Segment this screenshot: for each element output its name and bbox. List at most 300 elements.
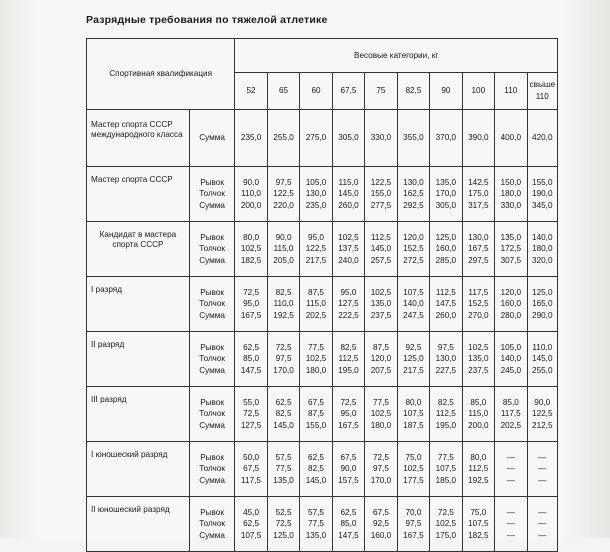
value: 207,5 bbox=[370, 365, 392, 375]
value-cell bbox=[300, 387, 332, 442]
table-row bbox=[87, 497, 558, 552]
lift-name: Рывок bbox=[200, 287, 224, 297]
value-cell bbox=[397, 167, 429, 222]
value-cell bbox=[365, 167, 397, 222]
value-cell bbox=[235, 277, 267, 332]
value: — bbox=[538, 530, 547, 540]
value: 115,0 bbox=[273, 244, 294, 254]
value: 260,0 bbox=[435, 310, 457, 320]
value: 75,0 bbox=[405, 452, 422, 462]
lift-name: Толчок bbox=[199, 244, 225, 254]
value: 117,5 bbox=[468, 287, 489, 297]
value: — bbox=[506, 464, 515, 474]
value: — bbox=[506, 507, 515, 517]
value: 167,5 bbox=[468, 244, 489, 254]
value: 80,0 bbox=[243, 232, 260, 242]
value: 182,5 bbox=[468, 530, 489, 540]
value: 87,5 bbox=[308, 287, 324, 297]
value: 90,0 bbox=[275, 232, 292, 242]
value: 105,0 bbox=[305, 177, 327, 187]
value: 307,5 bbox=[500, 255, 522, 265]
value: 117,5 bbox=[500, 409, 521, 419]
table-row bbox=[87, 277, 558, 332]
value-cell bbox=[332, 442, 364, 497]
table-row bbox=[87, 387, 558, 442]
table-row bbox=[87, 110, 558, 167]
value: 62,5 bbox=[243, 342, 260, 352]
value: 172,5 bbox=[500, 244, 522, 254]
value-cell bbox=[397, 110, 429, 167]
value: 152,5 bbox=[403, 244, 424, 254]
value-cell bbox=[267, 332, 299, 387]
table-row bbox=[87, 332, 558, 387]
value: 155,0 bbox=[532, 177, 553, 187]
value: 145,0 bbox=[273, 420, 294, 430]
value-cell bbox=[527, 222, 557, 277]
value: 285,0 bbox=[435, 255, 457, 265]
value: 275,0 bbox=[305, 133, 327, 143]
value: 187,5 bbox=[403, 420, 424, 430]
value: 260,0 bbox=[338, 200, 359, 210]
value-cell bbox=[332, 110, 364, 167]
value: 212,5 bbox=[532, 420, 553, 430]
value-cell bbox=[267, 110, 299, 167]
header-weight-categories: Весовые категории, кг bbox=[235, 39, 558, 73]
value: 170,0 bbox=[273, 365, 294, 375]
value: 170,0 bbox=[435, 189, 457, 199]
lift-names-cell bbox=[189, 497, 234, 552]
value-cell bbox=[365, 387, 397, 442]
value: 82,5 bbox=[275, 409, 292, 419]
value: 270,0 bbox=[468, 310, 489, 320]
value-cell bbox=[332, 277, 364, 332]
value: 127,5 bbox=[338, 299, 359, 309]
table-row bbox=[87, 167, 558, 222]
value: 220,0 bbox=[273, 200, 294, 210]
value: 85,0 bbox=[340, 519, 357, 529]
value-cell bbox=[430, 442, 462, 497]
value: 67,5 bbox=[340, 452, 357, 462]
value: 135,0 bbox=[468, 354, 489, 364]
value-cell bbox=[527, 442, 557, 497]
value-cell bbox=[527, 497, 557, 552]
value: 167,5 bbox=[403, 530, 424, 540]
value: 290,0 bbox=[532, 310, 553, 320]
value: 72,5 bbox=[243, 287, 260, 297]
value-cell bbox=[300, 222, 332, 277]
value-cell bbox=[235, 387, 267, 442]
value: 102,5 bbox=[468, 342, 489, 352]
value: 77,5 bbox=[372, 397, 389, 407]
value-cell bbox=[235, 332, 267, 387]
value: 102,5 bbox=[370, 287, 392, 297]
value: 370,0 bbox=[435, 133, 457, 143]
value-cell bbox=[430, 497, 462, 552]
value: 227,5 bbox=[435, 365, 457, 375]
value: 112,5 bbox=[338, 354, 359, 364]
lift-name: Рывок bbox=[200, 507, 224, 517]
value: 57,5 bbox=[275, 452, 292, 462]
value-cell bbox=[332, 387, 364, 442]
value-cell bbox=[430, 222, 462, 277]
header-weight-6: 90 bbox=[430, 72, 462, 109]
value: 107,5 bbox=[403, 287, 424, 297]
value: 92,5 bbox=[405, 342, 422, 352]
value-cell bbox=[430, 332, 462, 387]
value-cell bbox=[462, 332, 494, 387]
qualification-cell: II юношеский разряд bbox=[87, 497, 190, 552]
value-cell bbox=[527, 167, 557, 222]
lift-name: Толчок bbox=[199, 519, 225, 529]
value-cell bbox=[495, 167, 527, 222]
value: — bbox=[506, 475, 515, 485]
value: 82,5 bbox=[308, 464, 324, 474]
value: 237,5 bbox=[370, 310, 392, 320]
value-cell bbox=[527, 387, 557, 442]
value-cell bbox=[365, 332, 397, 387]
value: 245,0 bbox=[500, 365, 522, 375]
value: 57,5 bbox=[308, 507, 324, 517]
header-weight-0: 52 bbox=[235, 72, 267, 109]
value: 135,0 bbox=[273, 475, 294, 485]
value: 82,5 bbox=[275, 287, 292, 297]
value-cell bbox=[527, 277, 557, 332]
value-cell bbox=[462, 167, 494, 222]
header-qualification bbox=[87, 39, 235, 110]
value: 157,5 bbox=[338, 475, 359, 485]
value: 97,5 bbox=[275, 354, 292, 364]
lift-name: Рывок bbox=[200, 232, 224, 242]
value: 200,0 bbox=[468, 420, 489, 430]
value: 182,5 bbox=[240, 255, 262, 265]
qualification-cell: I разряд bbox=[87, 277, 190, 332]
value: — bbox=[538, 507, 547, 517]
value-cell bbox=[462, 497, 494, 552]
value: 112,5 bbox=[468, 464, 489, 474]
value-cell bbox=[430, 167, 462, 222]
value: 185,0 bbox=[435, 475, 457, 485]
value-cell bbox=[397, 332, 429, 387]
value-cell bbox=[397, 387, 429, 442]
value: 87,5 bbox=[372, 342, 389, 352]
lift-name: Сумма bbox=[199, 530, 225, 540]
qualification-cell: III разряд bbox=[87, 387, 190, 442]
requirements-table bbox=[86, 38, 558, 552]
value: 142,5 bbox=[468, 177, 489, 187]
lift-name: Рывок bbox=[200, 342, 224, 352]
value-cell bbox=[332, 332, 364, 387]
value: 72,5 bbox=[340, 397, 357, 407]
value-cell bbox=[300, 497, 332, 552]
lift-name: Сумма bbox=[199, 365, 225, 375]
value: 62,5 bbox=[243, 519, 260, 529]
header-weight-5: 82,5 bbox=[397, 72, 429, 109]
value: 150,0 bbox=[500, 177, 522, 187]
value: 175,0 bbox=[435, 530, 457, 540]
value: 97,5 bbox=[372, 464, 389, 474]
value-cell bbox=[397, 277, 429, 332]
value-cell bbox=[267, 277, 299, 332]
qualification-cell: Мастер спорта СССР международного класса bbox=[87, 110, 190, 167]
value-cell bbox=[365, 110, 397, 167]
value: 135,0 bbox=[370, 299, 392, 309]
value: 80,0 bbox=[405, 397, 422, 407]
value-cell bbox=[300, 110, 332, 167]
value: 152,5 bbox=[468, 299, 489, 309]
value-cell bbox=[495, 387, 527, 442]
value: 72,5 bbox=[275, 519, 292, 529]
value-cell bbox=[332, 222, 364, 277]
value: 102,5 bbox=[403, 464, 424, 474]
value: 110,0 bbox=[532, 342, 553, 352]
lift-names-cell bbox=[189, 277, 234, 332]
table-row bbox=[87, 222, 558, 277]
value: 130,0 bbox=[403, 177, 424, 187]
header-weight-4: 75 bbox=[365, 72, 397, 109]
value: 330,0 bbox=[500, 200, 522, 210]
value: 102,5 bbox=[370, 409, 392, 419]
lift-name: Сумма bbox=[199, 133, 225, 143]
value: 90,0 bbox=[243, 177, 260, 187]
value: 97,5 bbox=[275, 177, 292, 187]
value: 125,0 bbox=[435, 232, 457, 242]
value: 85,0 bbox=[470, 397, 487, 407]
value: 140,0 bbox=[403, 299, 424, 309]
value: 95,0 bbox=[340, 287, 357, 297]
lift-name: Сумма bbox=[199, 255, 225, 265]
value-cell bbox=[495, 222, 527, 277]
value-cell bbox=[397, 497, 429, 552]
value-cell bbox=[495, 442, 527, 497]
value-cell bbox=[267, 387, 299, 442]
value: 117,5 bbox=[241, 475, 261, 485]
value: 235,0 bbox=[305, 200, 327, 210]
value: 145,0 bbox=[370, 244, 392, 254]
value-cell bbox=[462, 277, 494, 332]
lift-names-cell bbox=[189, 332, 234, 387]
value: 205,0 bbox=[273, 255, 294, 265]
header-weight-3: 67,5 bbox=[332, 72, 364, 109]
value: 112,5 bbox=[370, 232, 391, 242]
value: 102,5 bbox=[240, 244, 262, 254]
value: 90,0 bbox=[534, 397, 551, 407]
value: 125,0 bbox=[273, 530, 294, 540]
value: 165,0 bbox=[532, 299, 553, 309]
value-cell bbox=[235, 497, 267, 552]
lift-name: Толчок bbox=[199, 409, 225, 419]
value: 145,0 bbox=[338, 189, 359, 199]
value: 50,0 bbox=[243, 452, 260, 462]
value-cell bbox=[397, 222, 429, 277]
value: 137,5 bbox=[338, 244, 359, 254]
value: 202,5 bbox=[500, 420, 522, 430]
table-body bbox=[87, 110, 558, 552]
value: 155,0 bbox=[370, 189, 392, 199]
value: 160,0 bbox=[500, 299, 522, 309]
value: 130,0 bbox=[468, 232, 489, 242]
value-cell bbox=[332, 167, 364, 222]
value: 97,5 bbox=[405, 519, 422, 529]
value: 107,5 bbox=[435, 464, 457, 474]
value-cell bbox=[462, 110, 494, 167]
value: 217,5 bbox=[403, 365, 424, 375]
value: — bbox=[506, 530, 515, 540]
value: 277,5 bbox=[370, 200, 392, 210]
header-weight-7: 100 bbox=[462, 72, 494, 109]
value: 155,0 bbox=[305, 420, 327, 430]
value: 135,0 bbox=[435, 177, 457, 187]
value: — bbox=[538, 519, 547, 529]
value-cell bbox=[300, 167, 332, 222]
value: 75,0 bbox=[470, 507, 487, 517]
value: 67,5 bbox=[372, 507, 389, 517]
value: 400,0 bbox=[500, 133, 522, 143]
value: 77,5 bbox=[437, 452, 454, 462]
value-cell bbox=[365, 442, 397, 497]
value: 97,5 bbox=[437, 342, 454, 352]
value-cell bbox=[397, 442, 429, 497]
value: 87,5 bbox=[308, 409, 324, 419]
lift-name: Толчок bbox=[199, 299, 225, 309]
value: 72,5 bbox=[372, 452, 389, 462]
value: 67,5 bbox=[243, 464, 260, 474]
value: 192,5 bbox=[468, 475, 489, 485]
value: 122,5 bbox=[370, 177, 392, 187]
value: 77,5 bbox=[275, 464, 292, 474]
value-cell bbox=[430, 277, 462, 332]
value-cell bbox=[495, 497, 527, 552]
value: 72,5 bbox=[243, 409, 260, 419]
value: 107,5 bbox=[468, 519, 489, 529]
value: 140,0 bbox=[500, 354, 522, 364]
value: 95,0 bbox=[243, 299, 260, 309]
value-cell bbox=[527, 332, 557, 387]
value: 177,5 bbox=[403, 475, 424, 485]
value: — bbox=[506, 452, 515, 462]
value: 140,0 bbox=[532, 232, 553, 242]
value: 257,5 bbox=[370, 255, 392, 265]
value: 82,5 bbox=[340, 342, 357, 352]
value: 190,0 bbox=[532, 189, 553, 199]
value: 85,0 bbox=[243, 354, 260, 364]
header-weight-1: 65 bbox=[267, 72, 299, 109]
value: 202,5 bbox=[305, 310, 327, 320]
value-cell bbox=[235, 110, 267, 167]
value: 112,5 bbox=[435, 409, 456, 419]
value: 62,5 bbox=[340, 507, 357, 517]
lift-names-cell bbox=[189, 387, 234, 442]
value-cell bbox=[267, 222, 299, 277]
value: 420,0 bbox=[532, 133, 553, 143]
value-cell bbox=[300, 332, 332, 387]
value: 317,5 bbox=[468, 200, 489, 210]
value: 102,5 bbox=[435, 519, 457, 529]
value-cell bbox=[267, 442, 299, 497]
value: 195,0 bbox=[435, 420, 457, 430]
value: 390,0 bbox=[468, 133, 489, 143]
value: 345,0 bbox=[532, 200, 553, 210]
value: 107,5 bbox=[403, 409, 424, 419]
value-cell bbox=[267, 167, 299, 222]
header-qualification-label: Спортивная квалификация bbox=[109, 69, 213, 78]
value: 240,0 bbox=[338, 255, 359, 265]
value: 115,0 bbox=[338, 177, 359, 187]
value-cell bbox=[462, 387, 494, 442]
value: 112,5 bbox=[435, 287, 456, 297]
value: 125,0 bbox=[532, 287, 553, 297]
value: 167,5 bbox=[338, 420, 359, 430]
header-weight-2: 60 bbox=[300, 72, 332, 109]
value: 120,0 bbox=[403, 232, 424, 242]
value: 120,0 bbox=[500, 287, 522, 297]
value: 167,5 bbox=[240, 310, 262, 320]
lift-names-cell bbox=[189, 222, 234, 277]
lift-name: Сумма bbox=[199, 310, 225, 320]
value: 102,5 bbox=[305, 354, 327, 364]
value: 62,5 bbox=[308, 452, 324, 462]
value: 272,5 bbox=[403, 255, 424, 265]
value: 135,0 bbox=[500, 232, 522, 242]
value: 135,0 bbox=[305, 530, 327, 540]
value: 305,0 bbox=[435, 200, 457, 210]
value: 92,5 bbox=[372, 519, 389, 529]
value: 127,5 bbox=[240, 420, 262, 430]
value: 195,0 bbox=[338, 365, 359, 375]
value: 145,0 bbox=[305, 475, 327, 485]
value-cell bbox=[495, 110, 527, 167]
lift-name: Рывок bbox=[200, 452, 224, 462]
value-cell bbox=[365, 222, 397, 277]
value-cell bbox=[332, 497, 364, 552]
value: 330,0 bbox=[370, 133, 392, 143]
value: 72,5 bbox=[437, 507, 454, 517]
value: 292,5 bbox=[403, 200, 424, 210]
lift-name: Сумма bbox=[199, 475, 225, 485]
value: 95,0 bbox=[340, 409, 357, 419]
value: 147,5 bbox=[240, 365, 262, 375]
value: 67,5 bbox=[308, 397, 324, 407]
value: 217,5 bbox=[305, 255, 327, 265]
value: 160,0 bbox=[435, 244, 457, 254]
value: 110,0 bbox=[241, 189, 261, 199]
value: 105,0 bbox=[500, 342, 522, 352]
value: 125,0 bbox=[403, 354, 424, 364]
value: 102,5 bbox=[338, 232, 359, 242]
value: 122,5 bbox=[273, 189, 294, 199]
value: 122,5 bbox=[305, 244, 327, 254]
lift-names-cell bbox=[189, 167, 234, 222]
value: 280,0 bbox=[500, 310, 522, 320]
value: 222,5 bbox=[338, 310, 359, 320]
value: 162,5 bbox=[403, 189, 424, 199]
value: — bbox=[506, 519, 515, 529]
value-cell bbox=[235, 442, 267, 497]
value: 70,0 bbox=[405, 507, 422, 517]
value-cell bbox=[365, 277, 397, 332]
value: 122,5 bbox=[532, 409, 553, 419]
value: 160,0 bbox=[370, 530, 392, 540]
header-weight-8: 110 bbox=[495, 72, 527, 109]
value: 130,0 bbox=[435, 354, 457, 364]
lift-names-cell bbox=[189, 110, 234, 167]
qualification-cell: II разряд bbox=[87, 332, 190, 387]
value: 85,0 bbox=[502, 397, 519, 407]
value: 180,0 bbox=[500, 189, 522, 199]
value: 62,5 bbox=[275, 397, 292, 407]
value: 237,5 bbox=[468, 365, 489, 375]
qualification-cell: Мастер спорта СССР bbox=[87, 167, 190, 222]
lift-name: Толчок bbox=[199, 464, 225, 474]
